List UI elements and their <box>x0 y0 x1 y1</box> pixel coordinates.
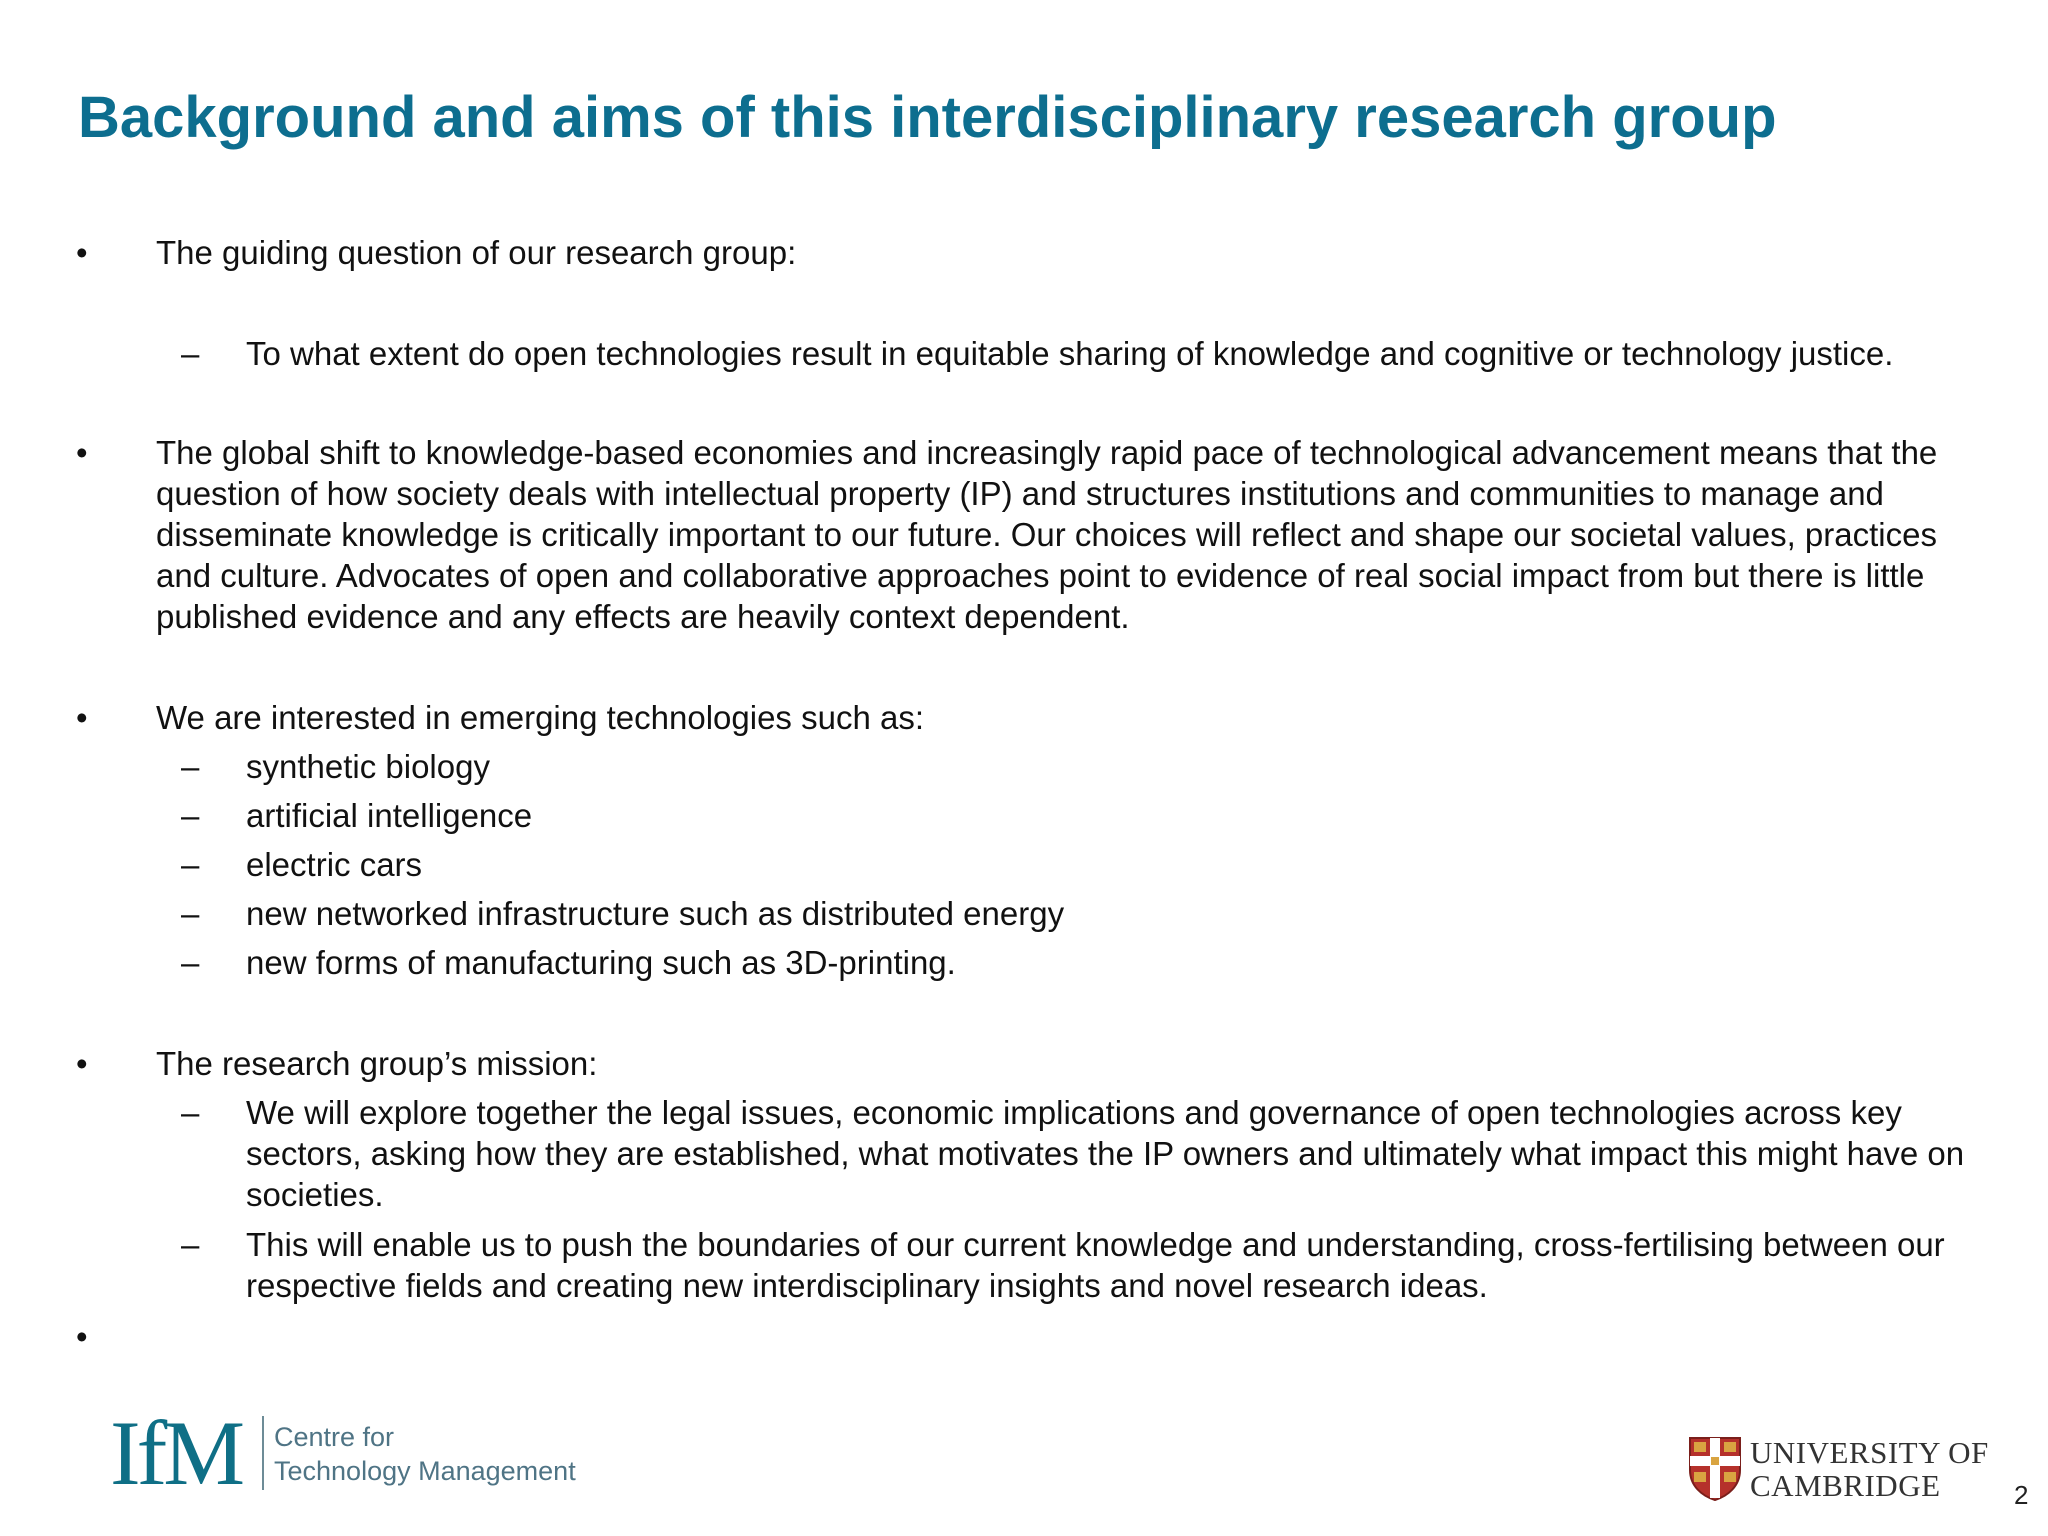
cambridge-logo-line2: CAMBRIDGE <box>1750 1468 1941 1503</box>
sub-bullet-text: This will enable us to push the boundaries of our current knowledge and understanding, cross-fertilising between our respective fields and creating new interdisciplinary insights and novel research ideas. <box>246 1226 1945 1304</box>
dash-marker: – <box>181 1226 200 1263</box>
dash-marker: – <box>181 748 200 785</box>
bullet-text: We are interested in emerging technologies such as: <box>156 699 924 736</box>
dash-marker: – <box>181 1094 200 1131</box>
bullet-marker: • <box>76 1318 88 1355</box>
bullet-marker: • <box>76 234 88 271</box>
dash-marker: – <box>181 895 200 932</box>
cambridge-logo-text <box>1750 1436 1989 1502</box>
ifm-logo <box>110 1402 590 1504</box>
bullet-marker: • <box>76 434 88 471</box>
cambridge-logo <box>1688 1436 1988 1502</box>
cambridge-logo-line1: UNIVERSITY OF <box>1750 1435 1989 1470</box>
ifm-logo-text <box>274 1420 576 1488</box>
bullet-text: The guiding question of our research group: <box>156 234 797 271</box>
bullet-marker: • <box>76 699 88 736</box>
dash-marker: – <box>181 797 200 834</box>
sub-bullet-text: new networked infrastructure such as distributed energy <box>246 895 1065 932</box>
ifm-logo-line1: Centre for <box>274 1422 395 1452</box>
cambridge-shield-icon <box>1688 1436 1742 1502</box>
ifm-logo-line2: Technology Management <box>274 1456 576 1486</box>
bullet-marker: • <box>76 1045 88 1082</box>
dash-marker: – <box>181 846 200 883</box>
sub-bullet-text: artificial intelligence <box>246 797 533 834</box>
ifm-logo-divider <box>262 1416 264 1490</box>
slide-title: Background and aims of this interdisciplinary research group <box>78 85 1777 150</box>
sub-bullet-text: new forms of manufacturing such as 3D-printing. <box>246 944 956 981</box>
sub-bullet-text: synthetic biology <box>246 748 490 785</box>
bullet-text: The research group’s mission: <box>156 1045 598 1082</box>
ifm-logo-letters: IfM <box>110 1402 242 1504</box>
dash-marker: – <box>181 335 200 372</box>
bullet-text: The global shift to knowledge-based economies and increasingly rapid pace of technological advancement means that the question of how society deals with intellectual property (IP) and structures institutions and communities to manage and disseminate knowledge is critically important to our future. Our choices will reflect and shape our societal values, practices and culture. Advocates of open and collaborative approaches point to evidence of real social impact from but there is little published evidence and any effects are heavily context dependent. <box>156 434 1938 635</box>
dash-marker: – <box>181 944 200 981</box>
sub-bullet-text: We will explore together the legal issues, economic implications and governance of open technologies across key sectors, asking how they are established, what motivates the IP owners and ultimately what impact this might have on societies. <box>246 1094 1965 1213</box>
sub-bullet-text: To what extent do open technologies result in equitable sharing of knowledge and cognitive or technology justice. <box>246 335 1894 372</box>
sub-bullet-text: electric cars <box>246 846 423 883</box>
page-number: 2 <box>2014 1480 2029 1510</box>
